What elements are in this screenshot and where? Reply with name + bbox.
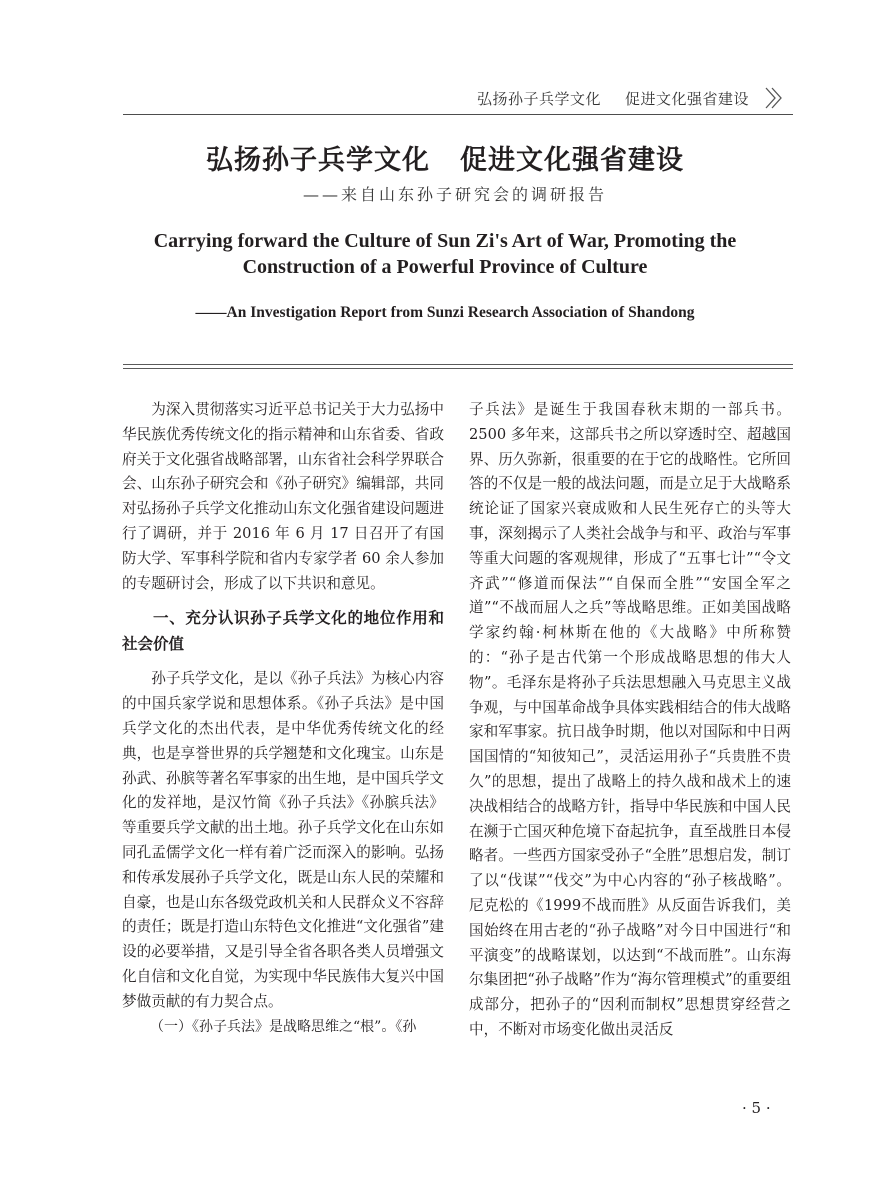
title-cn-part1: 弘扬孙子兵学文化 [206, 145, 430, 176]
intro-paragraph: 为深入贯彻落实习近平总书记关于大力弘扬中华民族优秀传统文化的指示精神和山东省委、省政府关于文化强省战略部署，山东省社会科学界联合会、山东孙子研究会和《孙子研究》编辑部，共同对弘扬孙子兵学文化推动山东文化强省建设问题进行了调研，并于 2016 年 6 月 17 日召开了有国防大学、军事科学院和省内专家学者 60 余人参加的专题研讨会，形成了以下共识和意见。 [122, 401, 444, 592]
body-column-left [122, 398, 444, 1039]
section1-paragraph: 孙子兵学文化，是以《孙子兵法》为核心内容的中国兵家学说和思想体系。《孙子兵法》是中国兵学文化的杰出代表，是中华优秀传统文化的经典，也是享誉世界的兵学翘楚和文化瑰宝。山东是孙武、孙膑等著名军事家的出生地，是中国兵学文化的发祥地，是汉竹简《孙子兵法》《孙膑兵法》等重要兵学文献的出土地。孙子兵学文化在山东如同孔孟儒学文化一样有着广泛而深入的影响。弘扬和传承发展孙子兵学文化，既是山东人民的荣耀和自豪，也是山东各级党政机关和人民群众义不容辞的责任；既是打造山东特色文化推进“文化强省”建设的必要举措，又是引导全省各职各类人员增强文化自信和文化自觉，为实现中华民族伟大复兴中国梦做贡献的有力契合点。 [122, 670, 444, 1010]
page-number: · 5 · [742, 1099, 771, 1117]
title-en-line1: Carrying forward the Culture of Sun Zi's Art of War, Promoting the [153, 230, 737, 252]
article-subtitle-en: ——An Investigation Report from Sunzi Research Association of Shandong [195, 304, 695, 321]
running-head-left: 弘扬孙子兵学文化 [476, 89, 601, 108]
double-chevron-right-icon [763, 86, 785, 110]
divider-rule-top [123, 364, 793, 365]
article-subtitle-cn: ——来自山东孙子研究会的调研报告 [302, 185, 607, 204]
title-en-line2: Construction of a Powerful Province of Culture [242, 256, 648, 278]
article-title-en [0, 228, 890, 280]
title-cn-part2: 促进文化强省建设 [460, 145, 684, 176]
divider-rule-bottom [123, 368, 793, 369]
subpoint-heading: （一）《孙子兵法》是战略思维之“根”。《孙 [150, 1018, 417, 1035]
running-head-right: 促进文化强省建设 [624, 89, 749, 108]
body-column-right [469, 398, 791, 1043]
section-heading: 一、充分认识孙子兵学文化的地位作用和社会价值 [122, 609, 444, 654]
header-rule [123, 114, 793, 115]
running-head [477, 86, 785, 110]
article-title-cn [0, 138, 890, 177]
right-column-paragraph: 子兵法》是诞生于我国春秋末期的一部兵书。2500 多年来，这部兵书之所以穿透时空、超越国界、历久弥新，很重要的在于它的战略性。它所回答的不仅是一般的战法问题，而是立足于大战略系统论证了国家兴衰成败和人民生死存亡的头等大事，深刻揭示了人类社会战争与和平、政治与军事等重大问题的客观规律，形成了“五事七计”“令文齐武”“修道而保法”“自保而全胜”“安国全军之道”“不战而屈人之兵”等战略思维。正如美国战略学家约翰·柯林斯在他的《大战略》中所称赞的：“孙子是古代第一个形成战略思想的伟大人物”。毛泽东是将孙子兵法思想融入马克思主义战争观，与中国革命战争具体实践相结合的伟大战略家和军事家。抗日战争时期，他以对国际和中日两国国情的“知彼知己”，灵活运用孙子“兵贵胜不贵久”的思想，提出了战略上的持久战和战术上的速决战相结合的战略方针，指导中华民族和中国人民在濒于亡国灭种危境下奋起抗争，直至战胜日本侵略者。一些西方国家受孙子“全胜”思想启发，制订了以“伐谋”“伐交”为中心内容的“孙子核战略”。尼克松的《1999不战而胜》从反面告诉我们，美国始终在用古老的“孙子战略”对今日中国进行“和平演变”的战略谋划，以达到“不战而胜”。山东海尔集团把“孙子战略”作为“海尔管理模式”的重要组成部分，把孙子的“因利而制权”思想贯穿经营之中，不断对市场变化做出灵活反 [469, 401, 791, 1038]
